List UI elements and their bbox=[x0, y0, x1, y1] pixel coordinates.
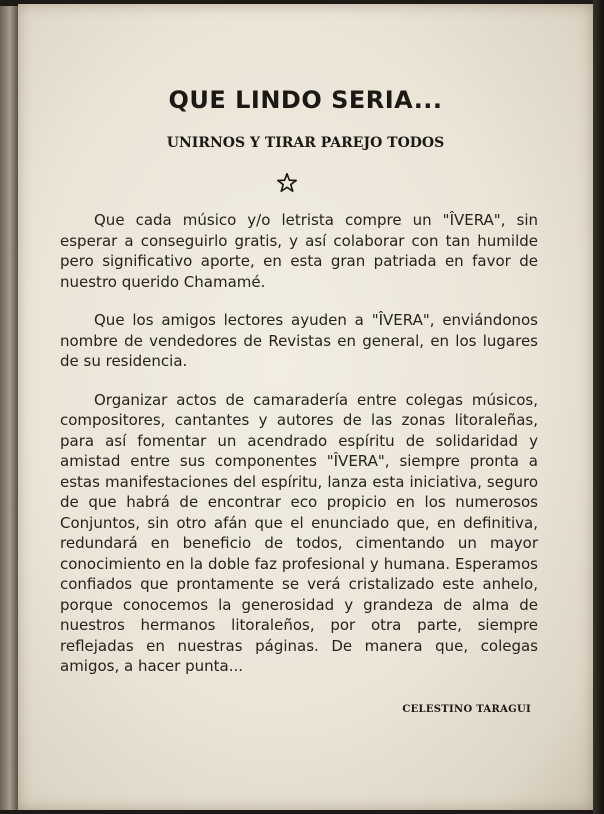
paragraph: Organizar actos de camaradería entre colegas músicos, compositores, cantantes y autores de las zonas litoraleñas, para así fomentar un acendrado espíritu de solidaridad y amistad entre sus componentes "ÎVERA", siempre pronta a estas manifestaciones del espíritu, lanza esta iniciativa, seguro de que habrá de encontrar eco propicio en los numerosos Conjuntos, sin otro afán que el enunciado que, en definitiva, redundará en beneficio de todos, cimentando un mayor conocimiento en la doble faz profesional y humana. Esperamos confiados que prontamente se verá cristalizado este anhelo, porque conocemos la generosidad y grandeza de alma de nuestros hermanos litoraleños, por otra parte, siempre reflejadas en nuestras páginas. De manera que, colegas amigos, a hacer punta... bbox=[60, 390, 538, 675]
star-icon bbox=[276, 172, 298, 194]
author-signature: CELESTINO TARAGUI bbox=[402, 704, 531, 715]
paragraph: Que cada músico y/o letrista compre un "ÎVERA", sin esperar a conseguirlo gratis, y así colaborar con tan humilde pero significativo aporte, en esta gran patriada en favor de nuestro querido Chamamé. bbox=[60, 211, 538, 291]
magazine-page bbox=[18, 4, 593, 810]
paragraph: Que los amigos lectores ayuden a "ÎVERA", enviándonos nombre de vendedores de Revistas en general, en los lugares de su residencia. bbox=[60, 311, 538, 370]
article-subtitle: UNIRNOS Y TIRAR PAREJO TODOS bbox=[166, 135, 445, 151]
adjacent-page-edge bbox=[0, 6, 18, 810]
article-body bbox=[60, 210, 538, 695]
article-title: QUE LINDO SERIA... bbox=[168, 86, 443, 114]
page-binding-shadow bbox=[593, 0, 604, 814]
